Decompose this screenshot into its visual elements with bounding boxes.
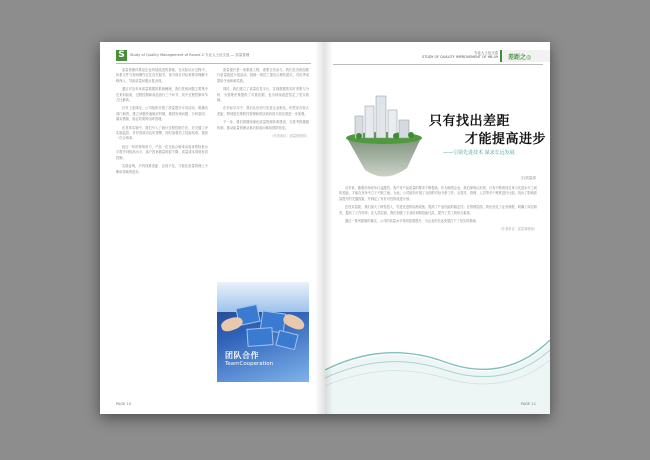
paragraph: 实践证明，只有找准差距、正视不足，才能在质量管理上不断取得新的进步。	[116, 164, 208, 174]
hand-left	[220, 315, 245, 334]
gutter-shadow-left	[315, 42, 325, 414]
paragraph: 通过对近年来质量数据的系统梳理，我们发现问题主要集中在来料检验、过程控制和成品放行三个环节，其中过程控制环节占比最高。	[116, 87, 208, 103]
tree	[356, 133, 362, 139]
decorative-waves	[325, 312, 550, 414]
right-folio: PAGE 11	[520, 402, 536, 406]
right-running-head-line2: STUDY OF QUALITY IMPROVEMENT OF HB-49	[422, 55, 498, 60]
puzzle-piece	[246, 327, 273, 347]
left-running-head: Study of Quality Management of Round 2 专业人士征文选 — 质量管理	[130, 53, 250, 57]
right-header-rule	[333, 64, 543, 65]
column-author-note: （作者单位：质量管理部）	[270, 134, 309, 139]
paragraph: 在技术层面，我们加大了研发投入，引进先进的检测设备，提高了产品性能的稳定性；在管理层面，我们优化了业务流程，明确了岗位职责，提高了工作效率；在人员层面，我们加强了专业培训和技能比武，提升了员工的综合素质。	[339, 205, 537, 215]
teamwork-puzzle-photo	[217, 282, 309, 382]
paragraph: 在具体实施中，我们引入了统计过程控制方法，对关键工序实施监控，对异常波动及时预警，同时加强员工技能培训，提高一次合格率。	[116, 125, 208, 141]
paragraph: 近年来，随着市场竞争日益激烈，客户对产品质量的要求不断提高。作为制造企业，我们深刻认识到，只有不断查找自身与先进水平之间的差距，才能在竞争中立于不败之地。为此，公司组织开展了全面的对标分析工作，从技术、管理、人员等多个维度进行比较，找出了影响质量提升的关键因素，并制定了有针对性的改进计划。	[339, 186, 537, 201]
section-letter-badge: S	[116, 50, 127, 61]
article-author-note: （作者单位：质量管理部）	[498, 227, 537, 232]
left-column-2	[217, 68, 309, 142]
tower	[376, 96, 386, 138]
left-header-rule	[116, 63, 311, 64]
paragraph: 质量提升是一项系统工程，需要全员参与。我们在各班组推行质量改进小组活动，鼓励一线员工提出合理化建议，对优秀成果给予表彰和奖励。	[217, 68, 309, 83]
paragraph: 同时，我们建立了质量信息平台，实现数据的实时采集与分析，为管理决策提供了可靠依据，也为持续改进奠定了坚实基础。	[217, 87, 309, 103]
paragraph: 下一步，我们将继续深化质量管理体系建设，完善考核激励机制，推动质量管理从事后检验向事前预防转变。	[217, 120, 309, 130]
paragraph: 经过一年的持续努力，产品一次交检合格率由原来的较低水平提升到较高水平，客户投诉数量明显下降，质量成本得到有效控制。	[116, 144, 208, 160]
tree	[408, 132, 414, 138]
article-subtitle: ——引领先进技术 谋求长远发展	[443, 150, 515, 156]
article-title-line1: 只有找出差距	[429, 114, 511, 129]
paragraph: 在对标学习中，我们认识到与先进企业相比，仍然存在较大差距，特别是在预防性管理和供应商协同方面还需进一步加强。	[217, 106, 309, 116]
right-page	[325, 42, 550, 414]
tree	[393, 133, 399, 139]
tower	[365, 106, 374, 138]
left-column-1	[116, 68, 208, 178]
puzzle-piece	[275, 330, 298, 350]
magazine-spread	[100, 42, 550, 414]
right-running-head-line1: 专业人士征文选	[474, 51, 498, 55]
right-body-text	[339, 186, 537, 236]
left-page	[100, 42, 325, 414]
floating-city-illustration	[333, 76, 433, 186]
section-tag-label: 差距之◎	[508, 54, 532, 61]
article-title-line2: 才能提高进步	[465, 132, 547, 147]
photo-sky	[217, 282, 309, 312]
tower	[399, 120, 409, 138]
paragraph: 针对上述情况，公司组织开展了质量提升专项活动，明确各部门职责，建立问题快速响应机制，做到发现问题、分析原因、落实措施、验证效果的闭环管理。	[116, 106, 208, 122]
article-byline: 文/质量部	[520, 176, 536, 180]
gutter-shadow-right	[325, 42, 333, 414]
paragraph: 质量管理体系是企业持续改进的基础，在实际运行过程中，体系文件与现场操作往往存在脱节，部分岗位对标准要求理解不够深入，导致质量问题反复出现。	[116, 68, 208, 83]
hand-right	[281, 312, 306, 332]
wave-fill	[325, 342, 550, 414]
right-running-head	[398, 51, 498, 59]
photo-caption-subtitle: TeamCooperation	[225, 361, 274, 367]
paragraph: 通过一系列措施的落实，公司的质量水平得到显著提升，为企业的长远发展打下了坚实的基础。	[345, 219, 479, 224]
section-tag	[500, 50, 550, 62]
left-folio: PAGE 10	[116, 402, 132, 406]
photo-caption-title: 团队合作	[225, 351, 259, 360]
